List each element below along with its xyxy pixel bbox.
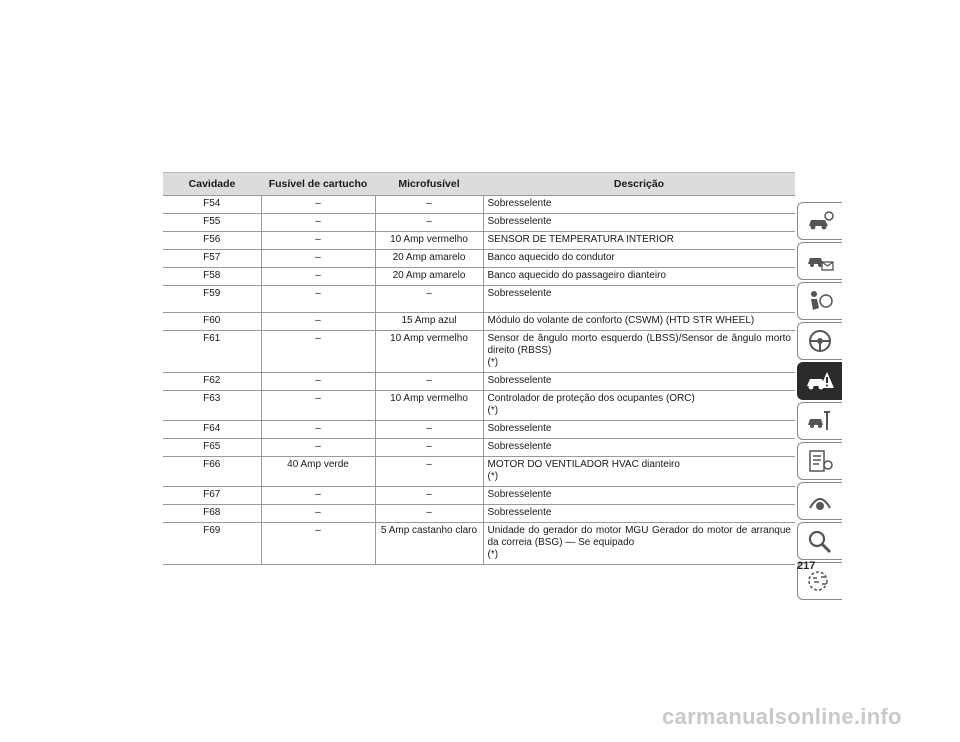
table-header-row (163, 173, 795, 196)
table-row (163, 268, 795, 286)
cell-micro-fuse: 15 Amp azul (375, 313, 483, 331)
description-note: (*) (487, 405, 499, 416)
tab-multimedia[interactable] (797, 482, 842, 520)
fuse-table (163, 172, 795, 565)
table-row (163, 214, 795, 232)
chapter-tabs (797, 202, 843, 602)
cell-cartridge-fuse: – (261, 214, 375, 232)
car-info-icon (805, 208, 835, 234)
cell-cavity: F60 (163, 313, 261, 331)
cell-cavity: F59 (163, 286, 261, 313)
description-text: Sobresselente (487, 441, 552, 452)
cell-cartridge-fuse: – (261, 232, 375, 250)
cell-micro-fuse: – (375, 421, 483, 439)
cell-micro-fuse: 10 Amp vermelho (375, 391, 483, 421)
fuse-table-container (163, 172, 795, 565)
description-note: (*) (487, 549, 499, 560)
cell-micro-fuse: – (375, 196, 483, 214)
cell-description (483, 214, 795, 232)
table-row (163, 286, 795, 313)
cell-description (483, 268, 795, 286)
tab-servicing-maintenance[interactable] (797, 402, 842, 440)
description-text: Sobresselente (487, 198, 552, 209)
cell-cartridge-fuse: – (261, 439, 375, 457)
description-text: Sobresselente (487, 423, 552, 434)
car-warning-icon (805, 368, 835, 394)
cell-micro-fuse: – (375, 487, 483, 505)
description-note: (*) (487, 471, 499, 482)
tab-index[interactable] (797, 522, 842, 560)
cell-description (483, 391, 795, 421)
watermark: carmanualsonline.info (662, 704, 902, 729)
header-micro-fuse: Microfusível (375, 173, 483, 196)
cell-cartridge-fuse: – (261, 391, 375, 421)
cell-cavity: F67 (163, 487, 261, 505)
description-text: Banco aquecido do passageiro dianteiro (487, 270, 666, 281)
cell-micro-fuse: – (375, 286, 483, 313)
car-envelope-icon (805, 248, 835, 274)
cell-description (483, 487, 795, 505)
cell-cavity: F68 (163, 505, 261, 523)
tab-getting-to-know-vehicle[interactable] (797, 202, 842, 240)
tab-starting-operating[interactable] (797, 322, 842, 360)
table-row (163, 373, 795, 391)
spec-sheet-icon (805, 448, 835, 474)
table-row (163, 313, 795, 331)
cell-micro-fuse: – (375, 505, 483, 523)
cell-micro-fuse: – (375, 439, 483, 457)
cell-cavity: F55 (163, 214, 261, 232)
cell-description (483, 505, 795, 523)
cell-cartridge-fuse: – (261, 196, 375, 214)
cell-description (483, 421, 795, 439)
table-row (163, 391, 795, 421)
table-row (163, 505, 795, 523)
cell-cartridge-fuse: – (261, 286, 375, 313)
magnifier-icon (805, 528, 835, 554)
cell-cartridge-fuse: – (261, 421, 375, 439)
cell-cavity: F62 (163, 373, 261, 391)
description-text: MOTOR DO VENTILADOR HVAC dianteiro (487, 459, 680, 470)
cell-description (483, 439, 795, 457)
table-body (163, 196, 795, 565)
cell-description (483, 313, 795, 331)
description-text: Sobresselente (487, 507, 552, 518)
cell-cavity: F64 (163, 421, 261, 439)
description-text: Unidade do gerador do motor MGU Gerador do motor de arranque da correia (BSG) — Se equipado (487, 525, 791, 548)
cell-cartridge-fuse: 40 Amp verde (261, 457, 375, 487)
cell-micro-fuse: – (375, 214, 483, 232)
multimedia-icon (805, 488, 835, 514)
page-number: 217 (797, 560, 816, 572)
description-text: Sensor de ângulo morto esquerdo (LBSS)/Sensor de ângulo morto direito (RBSS) (487, 333, 791, 356)
cell-cavity: F65 (163, 439, 261, 457)
description-text: Sobresselente (487, 489, 552, 500)
car-wrench-icon (805, 408, 835, 434)
steering-wheel-icon (805, 328, 835, 354)
cell-description (483, 373, 795, 391)
cell-cartridge-fuse: – (261, 373, 375, 391)
cell-cavity: F61 (163, 331, 261, 373)
cell-cartridge-fuse: – (261, 313, 375, 331)
table-row (163, 331, 795, 373)
cell-micro-fuse: – (375, 373, 483, 391)
cell-micro-fuse: 20 Amp amarelo (375, 268, 483, 286)
cell-description (483, 196, 795, 214)
cell-cartridge-fuse: – (261, 268, 375, 286)
cell-description (483, 250, 795, 268)
cell-cavity: F58 (163, 268, 261, 286)
description-text: Módulo do volante de conforto (CSWM) (HTD STR WHEEL) (487, 315, 755, 326)
cell-cartridge-fuse: – (261, 523, 375, 565)
cell-cartridge-fuse: – (261, 331, 375, 373)
description-text: Banco aquecido do condutor (487, 252, 615, 263)
table-row (163, 523, 795, 565)
table-row (163, 232, 795, 250)
description-text: Sobresselente (487, 375, 552, 386)
cell-micro-fuse: 20 Amp amarelo (375, 250, 483, 268)
table-row (163, 487, 795, 505)
header-cartridge-fuse: Fusível de cartucho (261, 173, 375, 196)
description-note: (*) (487, 357, 499, 368)
table-row (163, 421, 795, 439)
cell-description (483, 523, 795, 565)
tab-safety[interactable] (797, 282, 842, 320)
tab-technical-specifications[interactable] (797, 442, 842, 480)
table-row (163, 457, 795, 487)
description-text: Controlador de proteção dos ocupantes (ORC) (487, 393, 695, 404)
cell-cavity: F56 (163, 232, 261, 250)
tab-in-case-of-emergency[interactable] (797, 362, 842, 400)
cell-cartridge-fuse: – (261, 250, 375, 268)
table-row (163, 196, 795, 214)
cell-cavity: F54 (163, 196, 261, 214)
cell-description (483, 232, 795, 250)
seat-airbag-icon (805, 288, 835, 314)
cell-cartridge-fuse: – (261, 505, 375, 523)
table-row (163, 439, 795, 457)
header-cavity: Cavidade (163, 173, 261, 196)
cell-micro-fuse: 10 Amp vermelho (375, 232, 483, 250)
cell-micro-fuse: – (375, 457, 483, 487)
header-description: Descrição (483, 173, 795, 196)
cell-micro-fuse: 10 Amp vermelho (375, 331, 483, 373)
cell-cavity: F57 (163, 250, 261, 268)
cell-description (483, 457, 795, 487)
description-text: Sobresselente (487, 216, 552, 227)
cell-micro-fuse: 5 Amp castanho claro (375, 523, 483, 565)
cell-description (483, 331, 795, 373)
description-text: SENSOR DE TEMPERATURA INTERIOR (487, 234, 674, 245)
cell-cavity: F63 (163, 391, 261, 421)
cell-cavity: F69 (163, 523, 261, 565)
table-row (163, 250, 795, 268)
cell-description (483, 286, 795, 313)
cell-cavity: F66 (163, 457, 261, 487)
tab-instrument-panel[interactable] (797, 242, 842, 280)
cell-cartridge-fuse: – (261, 487, 375, 505)
description-text: Sobresselente (487, 288, 552, 299)
